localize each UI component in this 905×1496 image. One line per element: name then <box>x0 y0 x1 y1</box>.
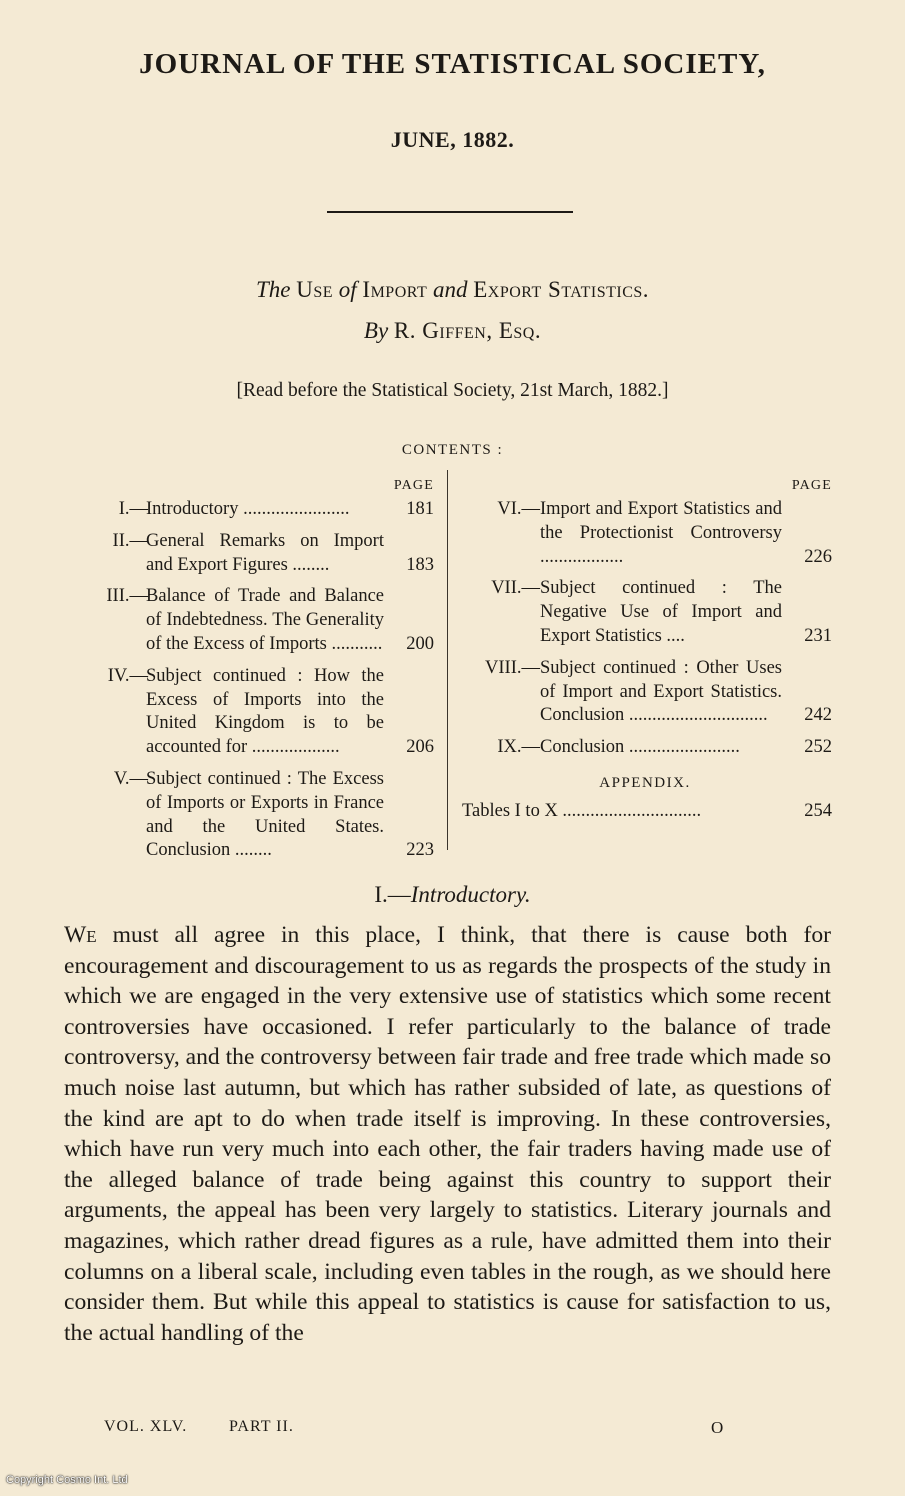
section-title: Introductory. <box>410 882 531 907</box>
entry-number: II.— <box>112 530 148 551</box>
entry-page: 223 <box>406 840 434 861</box>
entry-page: 242 <box>804 705 832 726</box>
entry-page: 183 <box>406 554 434 575</box>
part-label: PART II. <box>229 1418 294 1435</box>
paper-title-word: The <box>255 277 291 302</box>
appendix-label: APPENDIX. <box>599 774 691 791</box>
contents-entry <box>458 736 832 760</box>
read-note: [Read before the Statistical Society, 21st March, 1882.] <box>236 380 669 401</box>
contents-column-divider <box>447 470 448 850</box>
entry-text: Subject continued : The Excess of Imports or Exports in France and the United States. Conclusion ........ <box>146 768 384 861</box>
paragraph-text: must all agree in this place, I think, that there is cause both for encouragement and discouragement to us as regards the prospects of the study in which we are engaged in the very extensive use of statistics which some recent controversies have occasioned. I refer particularly to the balance of trade controversy, and the controversy between fair trade and free trade which made so much noise last autumn, but which has rather subsided of late, as questions of the kind are apt to do when trade itself is improving. In these controversies, which have run very much into each other, the fair traders having made use of the alleged balance of trade being against this country to support their arguments, the appeal has been very largely to statistics. Literary journals and magazines, which rather dread figures as a rule, have admitted them into their columns on a liberal scale, including even tables in the rough, as we should here consider them. But while this appeal to statistics is cause for satisfaction to us, the actual handling of the <box>64 922 831 1346</box>
entry-text: Conclusion ........................ <box>540 737 740 758</box>
entry-number: IX.— <box>497 737 540 758</box>
page-column-label: PAGE <box>393 478 434 493</box>
entry-number: V.— <box>113 768 148 789</box>
contents-entry <box>58 585 434 656</box>
contents-entry <box>458 498 832 569</box>
by-word: By <box>363 318 389 343</box>
contents-entry <box>58 768 434 863</box>
entry-number: I.— <box>118 499 148 519</box>
entry-page: 206 <box>406 737 434 758</box>
appendix-page: 254 <box>804 800 832 821</box>
signature-mark: O <box>711 1418 725 1437</box>
copyright-watermark: Copyright Cosmo Int. Ltd <box>6 1474 128 1486</box>
author-line <box>0 318 905 344</box>
appendix-entry <box>458 800 832 824</box>
section-number: I.— <box>374 882 411 907</box>
body-text <box>64 920 831 1348</box>
body-paragraph <box>64 920 831 1348</box>
page-column-label: PAGE <box>791 478 832 493</box>
entry-number: IV.— <box>107 665 148 686</box>
section-heading <box>0 882 905 908</box>
contents-entry <box>58 498 434 522</box>
entry-text: Balance of Trade and Balance of Indebtedness. The Generality of the Excess of Imports ........... <box>146 586 384 654</box>
title-rule <box>327 211 573 213</box>
entry-text: Subject continued : Other Uses of Import and Export Statistics. Conclusion .............................. <box>540 657 782 726</box>
entry-page: 252 <box>804 737 832 758</box>
author-name: R. Giffen, Esq. <box>393 318 542 343</box>
paper-title-word: Export Statistics. <box>473 277 650 302</box>
paper-title-word: of <box>338 277 357 302</box>
entry-page: 226 <box>804 546 832 567</box>
entry-text: Introductory ....................... <box>146 499 350 519</box>
contents-heading: CONTENTS : <box>401 442 504 458</box>
issue-date: JUNE, 1882. <box>390 127 515 152</box>
volume-label: VOL. XLV. <box>104 1418 188 1435</box>
paper-title-word: and <box>432 277 468 302</box>
entry-text: Subject continued : How the Excess of Imports into the United Kingdom is to be accounted for ................... <box>146 665 384 758</box>
entry-page: 231 <box>804 625 832 646</box>
entry-text: Subject continued : The Negative Use of Import and Export Statistics .... <box>540 578 782 646</box>
entry-page: 200 <box>406 633 434 654</box>
entry-number: VII.— <box>491 578 540 599</box>
contents-left-column <box>58 474 434 871</box>
paper-title-word: Use <box>296 277 334 302</box>
contents-entry <box>458 657 832 728</box>
entry-text: General Remarks on Import and Export Figures ........ <box>146 530 384 575</box>
journal-title: JOURNAL OF THE STATISTICAL SOCIETY, <box>139 48 766 80</box>
entry-text: Import and Export Statistics and the Protectionist Controversy .................. <box>540 499 782 567</box>
entry-number: VI.— <box>497 499 540 519</box>
contents-right-column <box>458 474 832 824</box>
paper-title-word: Import <box>362 277 428 302</box>
drop-word: We <box>64 922 97 948</box>
entry-page: 181 <box>406 499 434 519</box>
entry-number: VIII.— <box>485 657 540 678</box>
contents-entry <box>58 665 434 760</box>
appendix-text: Tables I to X .............................. <box>462 800 702 821</box>
entry-number: III.— <box>106 586 148 607</box>
paper-title <box>0 277 905 303</box>
contents-entry <box>458 577 832 648</box>
contents-entry <box>58 530 434 578</box>
